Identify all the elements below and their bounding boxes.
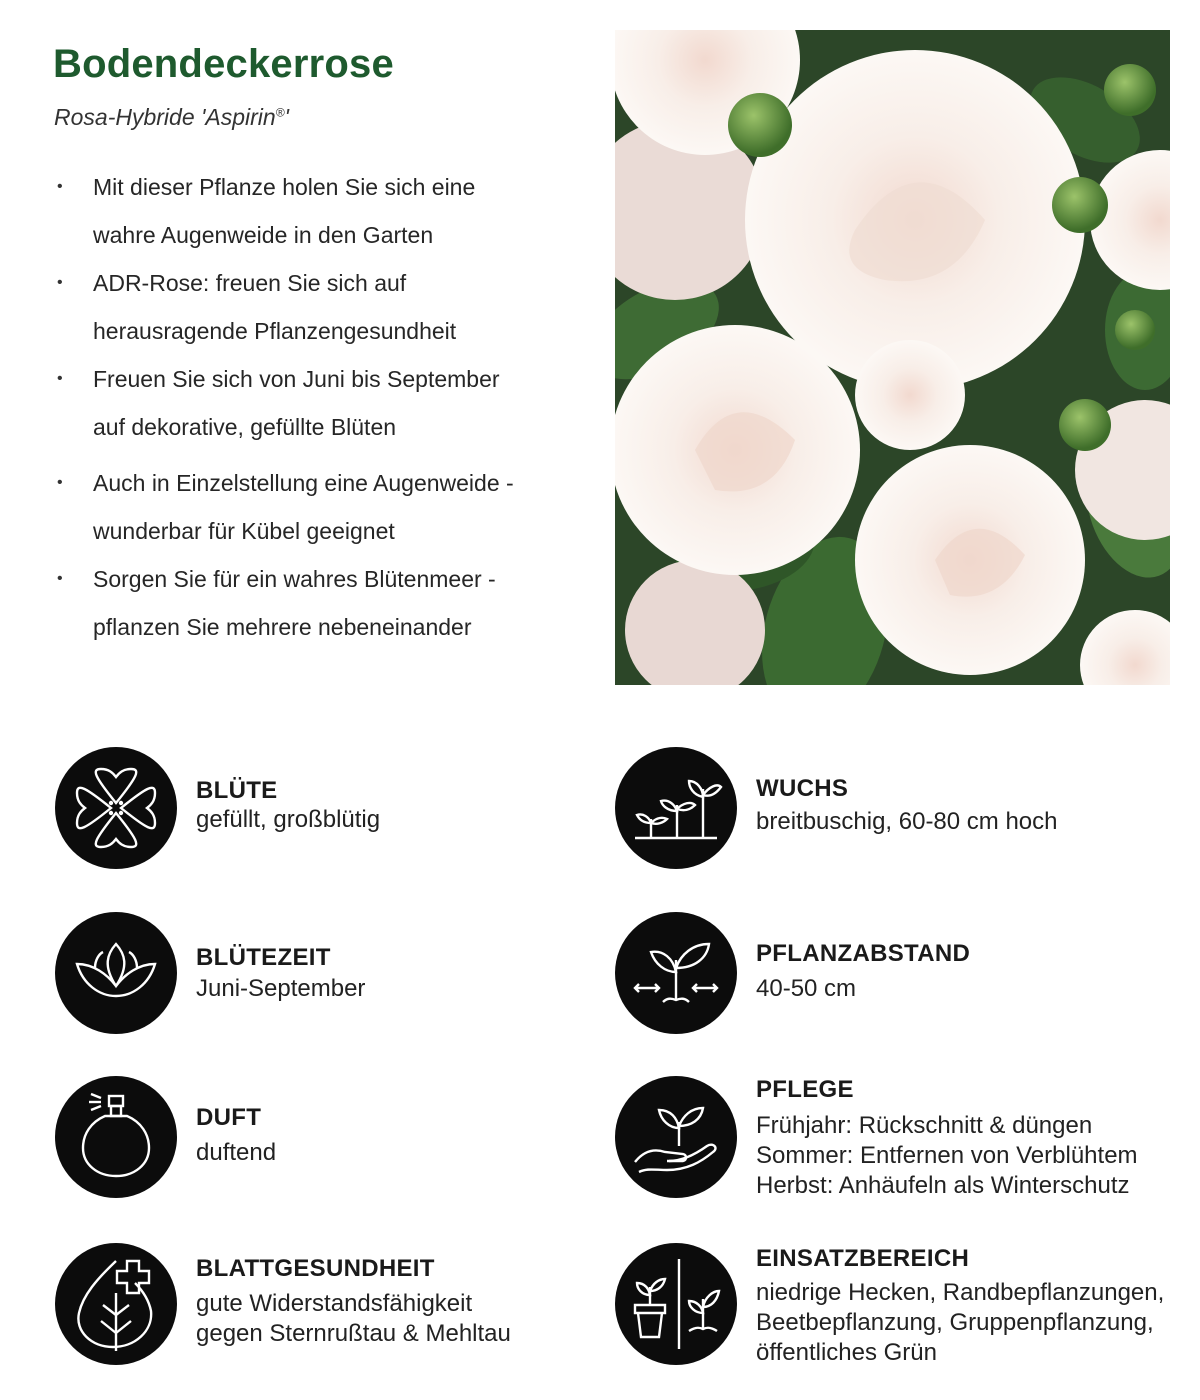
benefit-item: • ADR-Rose: freuen Sie sich auf herausragende Pflanzengesundheit	[57, 270, 457, 344]
feature-label: PFLEGE	[756, 1076, 854, 1103]
benefit-list	[54, 163, 594, 651]
benefit-item: • Sorgen Sie für ein wahres Blütenmeer - pflanzen Sie mehrere nebeneinander	[57, 566, 496, 640]
feature-value: gefüllt, großblütig	[196, 806, 381, 833]
seedlings-growth-icon	[615, 747, 737, 869]
feature-label: BLÜTE	[196, 777, 278, 804]
feature-value: 40-50 cm	[756, 975, 857, 1002]
pot-and-ground-plant-icon	[615, 1243, 737, 1365]
flower-icon	[55, 747, 177, 869]
feature-value: Frühjahr: Rückschnitt & düngen Sommer: Entfernen von Verblühtem Herbst: Anhäufeln als Winterschutz	[756, 1112, 1138, 1199]
benefit-item: • Mit dieser Pflanze holen Sie sich eine wahre Augenweide in den Garten	[57, 174, 476, 248]
feature-label: DUFT	[196, 1104, 262, 1131]
feature-value: gute Widerstandsfähigkeit gegen Sternrußtau & Mehltau	[196, 1290, 511, 1347]
benefit-item: • Auch in Einzelstellung eine Augenweide - wunderbar für Kübel geeignet	[57, 470, 514, 544]
perfume-bottle-icon	[55, 1076, 177, 1198]
feature-value: duftend	[196, 1139, 277, 1166]
feature-label: PFLANZABSTAND	[756, 940, 971, 967]
feature-label: WUCHS	[756, 775, 849, 802]
product-title: Bodendeckerrose	[53, 42, 394, 86]
sprout-spacing-icon	[615, 912, 737, 1034]
benefit-item: • Freuen Sie sich von Juni bis September auf dekorative, gefüllte Blüten	[57, 366, 500, 440]
feature-label: BLATTGESUNDHEIT	[196, 1255, 435, 1282]
feature-label: EINSATZBEREICH	[756, 1245, 970, 1272]
feature-value: Juni-September	[196, 975, 366, 1002]
feature-label: BLÜTEZEIT	[196, 944, 331, 971]
feature-value: niedrige Hecken, Randbepflanzungen, Beetbepflanzung, Gruppenpflanzung, öffentliches Grün	[756, 1279, 1165, 1366]
rose-photo-illustration	[615, 30, 1170, 685]
hand-sprout-icon	[615, 1076, 737, 1198]
feature-value: breitbuschig, 60-80 cm hoch	[756, 808, 1058, 835]
botanical-name: Rosa-Hybride 'Aspirin®'	[54, 104, 289, 130]
leaf-health-icon	[55, 1243, 177, 1365]
rose-photo	[615, 30, 1170, 685]
lotus-icon	[55, 912, 177, 1034]
